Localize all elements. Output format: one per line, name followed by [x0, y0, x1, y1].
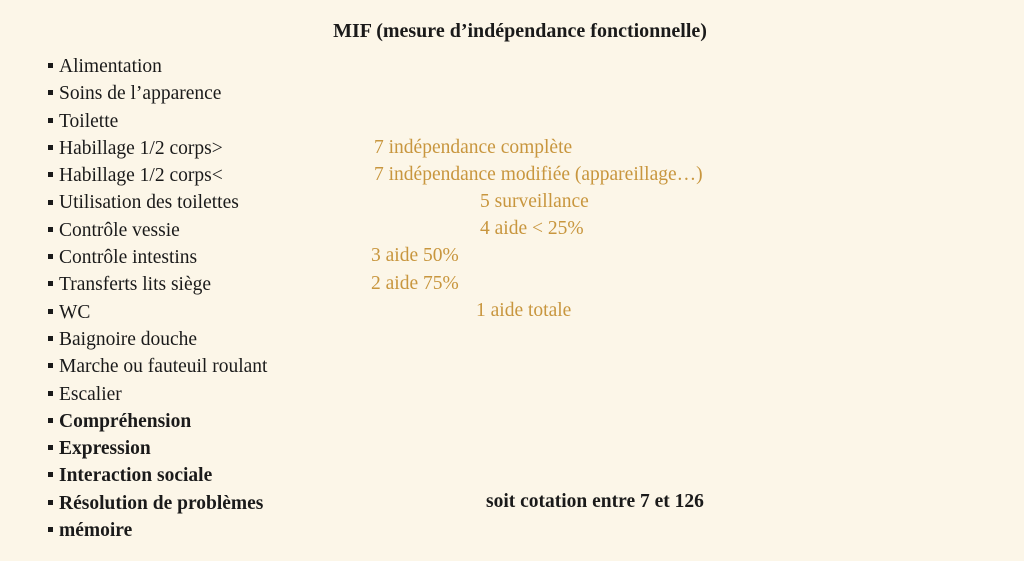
bullet-icon — [48, 254, 53, 259]
list-item — [48, 490, 267, 517]
item-label: Expression — [59, 438, 151, 460]
bullet-icon — [48, 63, 53, 68]
list-item — [48, 408, 267, 435]
list-item — [48, 80, 267, 107]
item-label: Alimentation — [59, 56, 162, 77]
bullet-icon — [48, 227, 53, 232]
bullet-icon — [48, 527, 53, 532]
page-title: MIF (mesure d’indépendance fonctionnelle) — [333, 20, 707, 42]
item-label: Compréhension — [59, 410, 192, 432]
list-item — [48, 189, 267, 216]
score-7-modified: 7 indépendance modifiée (appareillage…) — [374, 164, 703, 185]
item-label: mémoire — [59, 520, 133, 542]
list-item — [48, 435, 267, 462]
list-item — [48, 326, 267, 353]
list-item — [48, 244, 267, 271]
bullet-icon — [48, 418, 53, 423]
score-3: 3 aide 50% — [371, 245, 459, 266]
score-7-complete: 7 indépendance complète — [374, 137, 573, 158]
item-label: Transferts lits siège — [59, 274, 212, 296]
item-label: Habillage 1/2 corps> — [59, 137, 223, 159]
score-2: 2 aide 75% — [371, 273, 459, 294]
score-5: 5 surveillance — [480, 191, 589, 212]
list-item — [48, 162, 267, 189]
bullet-icon — [48, 500, 53, 505]
list-item — [48, 462, 267, 489]
item-label: Marche ou fauteuil roulant — [59, 356, 268, 378]
item-label: Utilisation des toilettes — [59, 192, 239, 214]
item-label: Habillage 1/2 corps< — [59, 165, 223, 187]
list-item — [48, 135, 267, 162]
list-item — [48, 381, 267, 408]
list-item — [48, 53, 267, 80]
list-item — [48, 517, 267, 544]
bullet-icon — [48, 391, 53, 396]
list-item — [48, 299, 267, 326]
item-label: Escalier — [59, 383, 122, 405]
list-item — [48, 108, 267, 135]
item-label: Contrôle intestins — [59, 247, 198, 269]
item-label: WC — [59, 301, 91, 323]
bullet-icon — [48, 200, 53, 205]
item-label: Résolution de problèmes — [59, 492, 264, 514]
bullet-icon — [48, 309, 53, 314]
bullet-icon — [48, 172, 53, 177]
bullet-icon — [48, 363, 53, 368]
list-item — [48, 353, 267, 380]
item-label: Toilette — [59, 110, 119, 132]
item-label: Soins de l’apparence — [59, 83, 222, 105]
bullet-icon — [48, 281, 53, 286]
item-label: Baignoire douche — [59, 328, 198, 350]
bullet-icon — [48, 145, 53, 150]
score-1: 1 aide totale — [476, 300, 572, 321]
list-item — [48, 271, 267, 298]
bullet-icon — [48, 118, 53, 123]
item-label: Contrôle vessie — [59, 219, 180, 241]
list-item — [48, 217, 267, 244]
item-label: Interaction sociale — [59, 465, 213, 487]
bullet-icon — [48, 445, 53, 450]
bullet-icon — [48, 336, 53, 341]
score-4: 4 aide < 25% — [480, 218, 584, 239]
total-score-note: soit cotation entre 7 et 126 — [486, 491, 704, 512]
item-list — [48, 53, 267, 544]
bullet-icon — [48, 90, 53, 95]
bullet-icon — [48, 472, 53, 477]
